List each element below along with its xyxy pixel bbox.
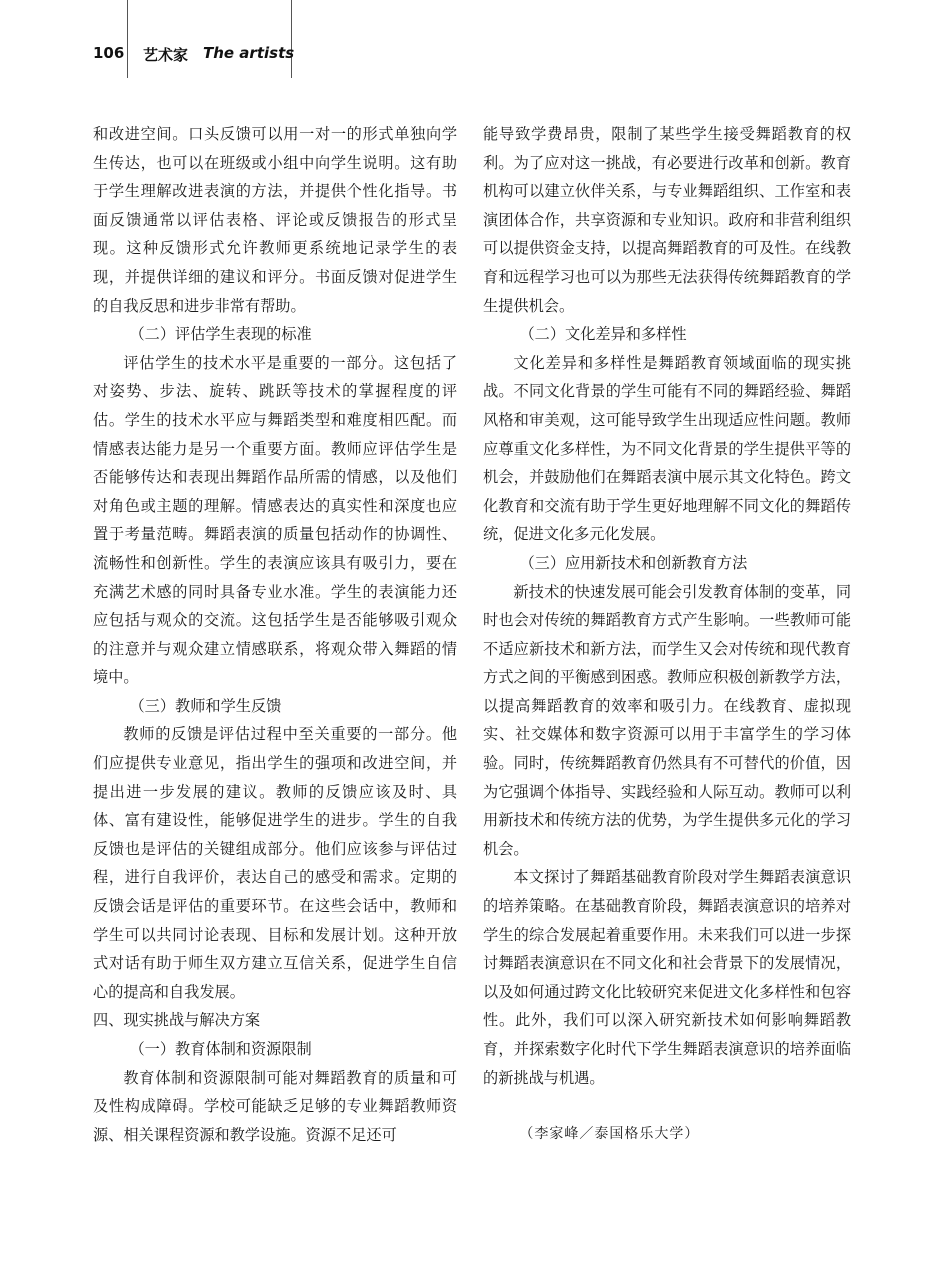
paragraph: 教师的反馈是评估过程中至关重要的一部分。他们应提供专业意见，指出学生的强项和改进空间，并提出进一步发展的建议。教师的反馈应该及时、具体、富有建设性，能够促进学生的进步。学生的自我反馈也是评估的关键组成部分。他们应该参与评估过程，进行自我评价，表达自己的感受和需求。定期的反馈会话是评估的重要环节。在这些会话中，教师和学生可以共同讨论表现、目标和发展计划。这种开放式对话有助于师生双方建立互信关系，促进学生自信心的提高和自我发展。	[93, 725, 457, 1001]
section-heading: 四、现实挑战与解决方案	[93, 1011, 261, 1030]
journal-title-cn: 艺术家	[143, 46, 189, 64]
header-rule-left	[127, 0, 128, 78]
paragraph: 新技术的快速发展可能会引发教育体制的变革，同时也会对传统的舞蹈教育方式产生影响。一些教师可能不适应新技术和新方法，而学生又会对传统和现代教育方式之间的平衡感到困惑。教师应积极创新教学方法，以提高舞蹈教育的效率和吸引力。在线教育、虚拟现实、社交媒体和数字资源可以用于丰富学生的学习体验。同时，传统舞蹈教育仍然具有不可替代的价值，因为它强调个体指导、实践经验和人际互动。教师可以利用新技术和传统方法的优势，为学生提供多元化的学习机会。	[483, 582, 851, 858]
subheading: （三）教师和学生反馈	[129, 696, 282, 715]
paragraph: 教育体制和资源限制可能对舞蹈教育的质量和可及性构成障碍。学校可能缺乏足够的专业舞蹈教师资源、相关课程资源和教学设施。资源不足还可	[93, 1068, 457, 1144]
author-signature: （李家峰／泰国格乐大学）	[519, 1126, 700, 1143]
subheading: （三）应用新技术和创新教育方法	[519, 553, 748, 572]
right-column	[483, 120, 851, 1149]
page-number: 106	[93, 44, 125, 62]
left-column	[93, 120, 457, 1149]
subheading: （二）评估学生表现的标准	[129, 325, 312, 344]
paragraph: 和改进空间。口头反馈可以用一对一的形式单独向学生传达，也可以在班级或小组中向学生说明。这有助于学生理解改进表演的方法，并提供个性化指导。书面反馈通常以评估表格、评论或反馈报告的形式呈现。这种反馈形式允许教师更系统地记录学生的表现，并提供详细的建议和评分。书面反馈对促进学生的自我反思和进步非常有帮助。	[93, 125, 457, 315]
paragraph: 本文探讨了舞蹈基础教育阶段对学生舞蹈表演意识的培养策略。在基础教育阶段，舞蹈表演意识的培养对学生的综合发展起着重要作用。未来我们可以进一步探讨舞蹈表演意识在不同文化和社会背景下的发展情况，以及如何通过跨文化比较研究来促进文化多样性和包容性。此外，我们可以深入研究新技术如何影响舞蹈教育，并探索数字化时代下学生舞蹈表演意识的培养面临的新挑战与机遇。	[483, 868, 851, 1087]
header-rule-right	[291, 0, 292, 78]
paragraph: 文化差异和多样性是舞蹈教育领域面临的现实挑战。不同文化背景的学生可能有不同的舞蹈经验、舞蹈风格和审美观，这可能导致学生出现适应性问题。教师应尊重文化多样性，为不同文化背景的学生提供平等的机会，并鼓励他们在舞蹈表演中展示其文化特色。跨文化教育和交流有助于学生更好地理解不同文化的舞蹈传统，促进文化多元化发展。	[483, 353, 851, 544]
subheading: （一）教育体制和资源限制	[129, 1040, 312, 1058]
paragraph: 能导致学费昂贵，限制了某些学生接受舞蹈教育的权利。为了应对这一挑战，有必要进行改革和创新。教育机构可以建立伙伴关系，与专业舞蹈组织、工作室和表演团体合作，共享资源和专业知识。政府和非营利组织可以提供资金支持，以提高舞蹈教育的可及性。在线教育和远程学习也可以为那些无法获得传统舞蹈教育的学生提供机会。	[483, 125, 851, 315]
journal-title-en: The artists	[203, 44, 295, 62]
paragraph: 评估学生的技术水平是重要的一部分。这包括了对姿势、步法、旋转、跳跃等技术的掌握程度的评估。学生的技术水平应与舞蹈类型和难度相匹配。而情感表达能力是另一个重要方面。教师应评估学生是否能够传达和表现出舞蹈作品所需的情感，以及他们对角色或主题的理解。情感表达的真实性和深度也应置于考量范畴。舞蹈表演的质量包括动作的协调性、流畅性和创新性。学生的表演应该具有吸引力，要在充满艺术感的同时具备专业水准。学生的表演能力还应包括与观众的交流。这包括学生是否能够吸引观众的注意并与观众建立情感联系，将观众带入舞蹈的情境中。	[93, 353, 457, 687]
subheading: （二）文化差异和多样性	[519, 325, 687, 344]
